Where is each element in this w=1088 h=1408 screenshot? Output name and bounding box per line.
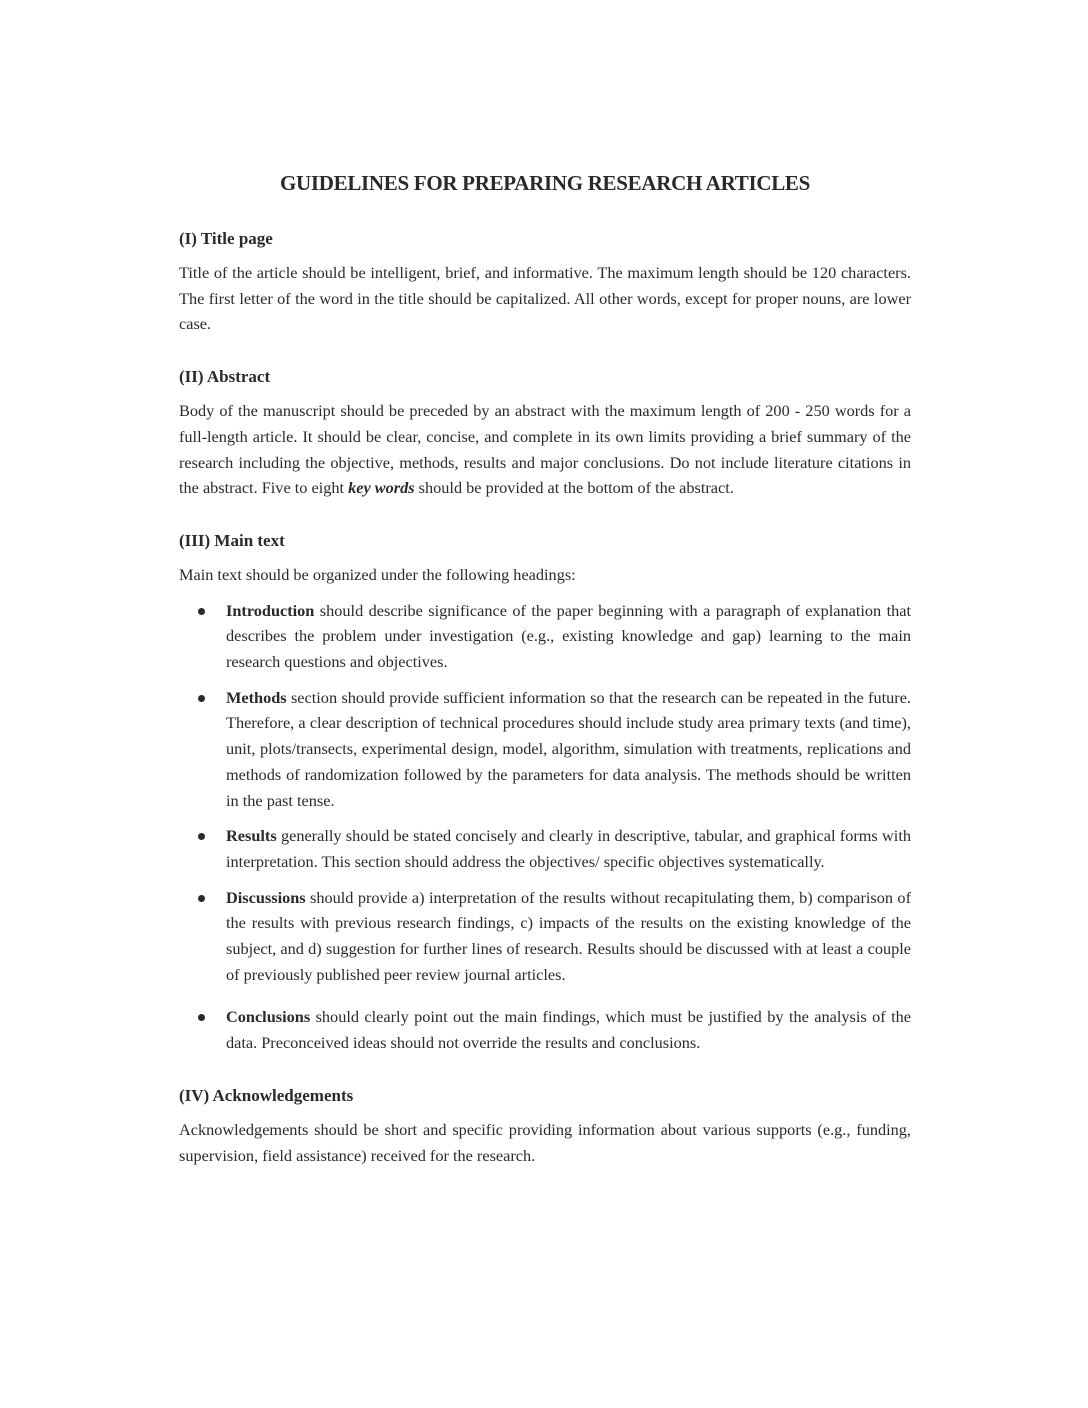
list-item-body: should provide a) interpretation of the results without recapitulating them, b) comparison of the results with previous research findings, c) impacts of the results on the existing knowledge of the subject, and d) suggestion for further lines of research. Results should be discussed with at least a couple of previously published peer review journal articles. xyxy=(226,887,911,984)
list-item-term: Discussions xyxy=(226,887,306,907)
bullet-icon xyxy=(198,695,205,702)
list-item-text xyxy=(226,1004,911,1055)
list-item-results xyxy=(179,823,911,874)
section-main-text xyxy=(179,528,911,1056)
section-heading: (IV) Acknowledgements xyxy=(179,1085,354,1105)
paragraph-text: Body of the manuscript should be preceded by an abstract with the maximum length of 200 - 250 words for a full-length article. It should be clear, concise, and complete in its own limits providing a brief summary of the research including the objective, methods, results and major conclusions. Do not include literature citations in the abstract. Five to eight xyxy=(179,401,911,498)
list-item-text xyxy=(226,685,911,814)
bullet-icon xyxy=(198,833,205,840)
list-item-text xyxy=(226,598,911,675)
section-paragraph: Acknowledgements should be short and specific providing information about various supports (e.g., funding, supervision, field assistance) received for the research. xyxy=(179,1119,911,1165)
list-item-term: Results xyxy=(226,826,277,846)
section-abstract xyxy=(179,364,911,501)
section-acknowledgements xyxy=(179,1083,911,1168)
list-item-body: should describe significance of the paper beginning with a paragraph of explanation that describes the problem under investigation (e.g., existing knowledge and gap) learning to the main research questions and objectives. xyxy=(226,600,911,672)
document-title: GUIDELINES FOR PREPARING RESEARCH ARTICLES xyxy=(279,171,811,195)
list-item-term: Methods xyxy=(226,687,287,707)
section-heading: (I) Title page xyxy=(179,229,273,248)
list-item-introduction xyxy=(179,598,911,675)
list-item-term: Introduction xyxy=(226,600,315,620)
main-text-heading-list xyxy=(179,598,911,1056)
bullet-icon xyxy=(198,1014,205,1021)
section-heading: (III) Main text xyxy=(179,530,285,550)
section-title-page xyxy=(179,226,911,337)
list-item-body: section should provide sufficient information so that the research can be repeated in the future. Therefore, a clear description of technical procedures should include study area primary texts (and time), unit, plots/transects, experimental design, model, algorithm, simulation with treatments, replications and methods of randomization followed by the parameters for data analysis. The methods should be written in the past tense. xyxy=(226,687,911,810)
section-heading: (II) Abstract xyxy=(179,367,271,387)
list-item-text xyxy=(226,885,911,988)
list-item-term: Conclusions xyxy=(226,1007,311,1027)
section-paragraph xyxy=(179,398,911,501)
key-words-emphasis: key words xyxy=(348,478,415,498)
paragraph-text: should be provided at the bottom of the abstract. xyxy=(414,478,734,498)
list-item-discussions xyxy=(179,885,911,988)
list-item-body: generally should be stated concisely and clearly in descriptive, tabular, and graphical forms with interpretation. This section should address the objectives/ specific objectives systematically. xyxy=(226,826,911,871)
section-intro: Main text should be organized under the following headings: xyxy=(179,564,576,584)
list-item-body: should clearly point out the main findings, which must be justified by the analysis of the data. Preconceived ideas should not override the results and conclusions. xyxy=(226,1007,911,1053)
list-item-conclusions xyxy=(179,1004,911,1055)
section-paragraph: Title of the article should be intelligent, brief, and informative. The maximum length should be 120 characters. The first letter of the word in the title should be capitalized. All other words, except for proper nouns, are lower case. xyxy=(179,263,911,334)
list-item-methods xyxy=(179,685,911,814)
document-page xyxy=(179,168,911,1195)
bullet-icon xyxy=(198,895,205,902)
bullet-icon xyxy=(198,608,205,615)
list-item-text xyxy=(226,823,911,874)
